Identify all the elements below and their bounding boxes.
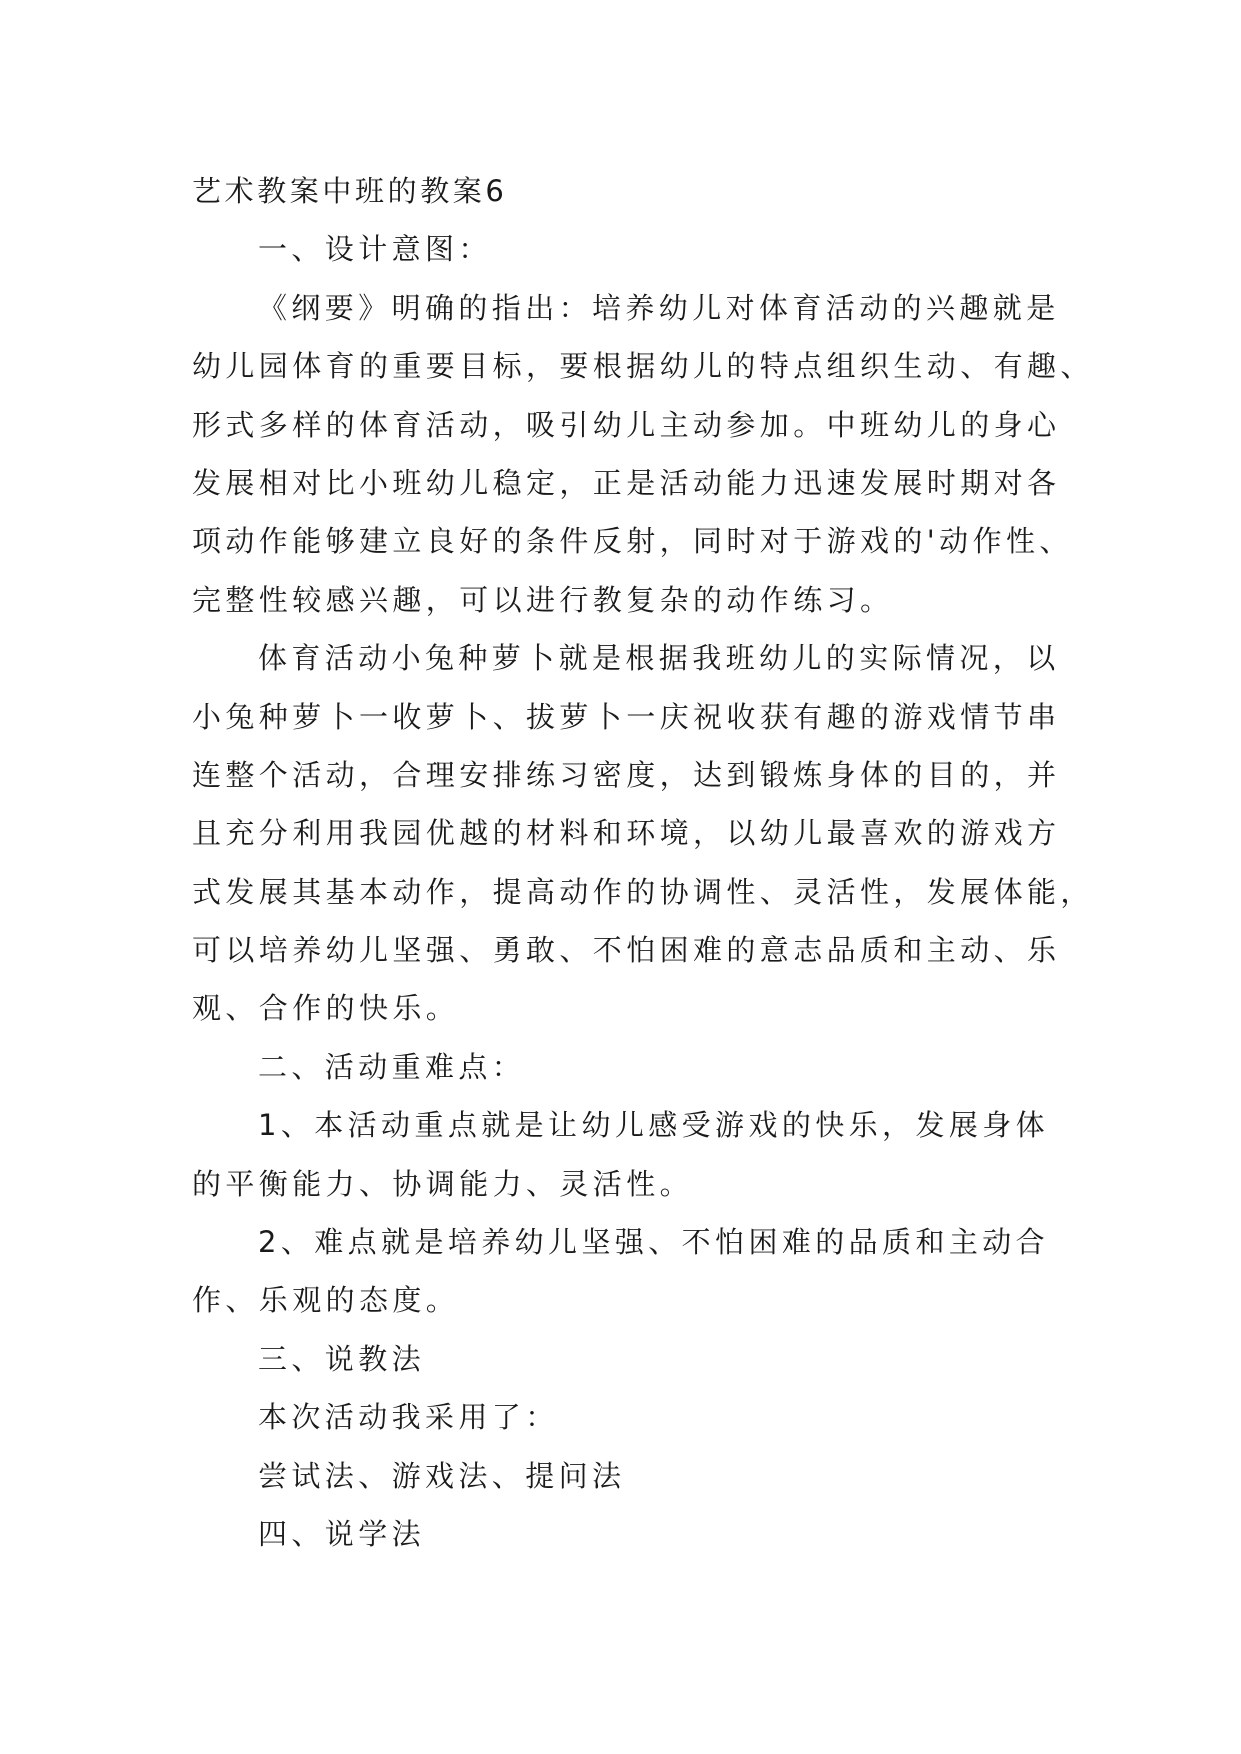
paragraph-line: 作、乐观的态度。 bbox=[192, 1283, 460, 1318]
paragraph-line: 可以培养幼儿坚强、勇敢、不怕困难的意志品质和主动、乐 bbox=[192, 933, 1061, 968]
paragraph-line: 2、难点就是培养幼儿坚强、不怕困难的品质和主动合 bbox=[258, 1225, 1050, 1260]
paragraph-line: 小兔种萝卜一收萝卜、拔萝卜一庆祝收获有趣的游戏情节串 bbox=[192, 699, 1061, 734]
paragraph-line: 观、合作的快乐。 bbox=[192, 991, 460, 1026]
paragraph-line: 完整性较感兴趣，可以进行教复杂的动作练习。 bbox=[192, 582, 894, 617]
document-title: 艺术教案中班的教案6 bbox=[192, 174, 508, 208]
paragraph-line: 1、本活动重点就是让幼儿感受游戏的快乐，发展身体 bbox=[258, 1108, 1050, 1143]
section-heading-key-points: 二、活动重难点： bbox=[258, 1049, 526, 1084]
paragraph-line: 体育活动小兔种萝卜就是根据我班幼儿的实际情况，以 bbox=[258, 641, 1060, 676]
paragraph-line: 形式多样的体育活动，吸引幼儿主动参加。中班幼儿的身心 bbox=[192, 407, 1061, 442]
paragraph-line: 且充分利用我园优越的材料和环境，以幼儿最喜欢的游戏方 bbox=[192, 816, 1061, 851]
paragraph-line: 连整个活动，合理安排练习密度，达到锻炼身体的目的，并 bbox=[192, 757, 1061, 792]
paragraph-line: 的平衡能力、协调能力、灵活性。 bbox=[192, 1166, 694, 1201]
paragraph-line: 本次活动我采用了： bbox=[258, 1400, 559, 1435]
paragraph-line: 幼儿园体育的重要目标，要根据幼儿的特点组织生动、有趣、 bbox=[192, 349, 1094, 384]
paragraph-line: 项动作能够建立良好的条件反射，同时对于游戏的'动作性、 bbox=[192, 524, 1073, 559]
paragraph-line: 式发展其基本动作，提高动作的协调性、灵活性，发展体能， bbox=[192, 874, 1094, 909]
section-heading-design-intent: 一、设计意图： bbox=[258, 232, 492, 267]
document-body bbox=[192, 162, 1094, 1563]
paragraph-line: 尝试法、游戏法、提问法 bbox=[258, 1458, 626, 1493]
paragraph-line: 《纲要》明确的指出：培养幼儿对体育活动的兴趣就是 bbox=[258, 290, 1060, 325]
paragraph-line: 发展相对比小班幼儿稳定，正是活动能力迅速发展时期对各 bbox=[192, 465, 1061, 500]
section-heading-learning-method: 四、说学法 bbox=[258, 1516, 426, 1551]
section-heading-teaching-method: 三、说教法 bbox=[258, 1341, 426, 1376]
